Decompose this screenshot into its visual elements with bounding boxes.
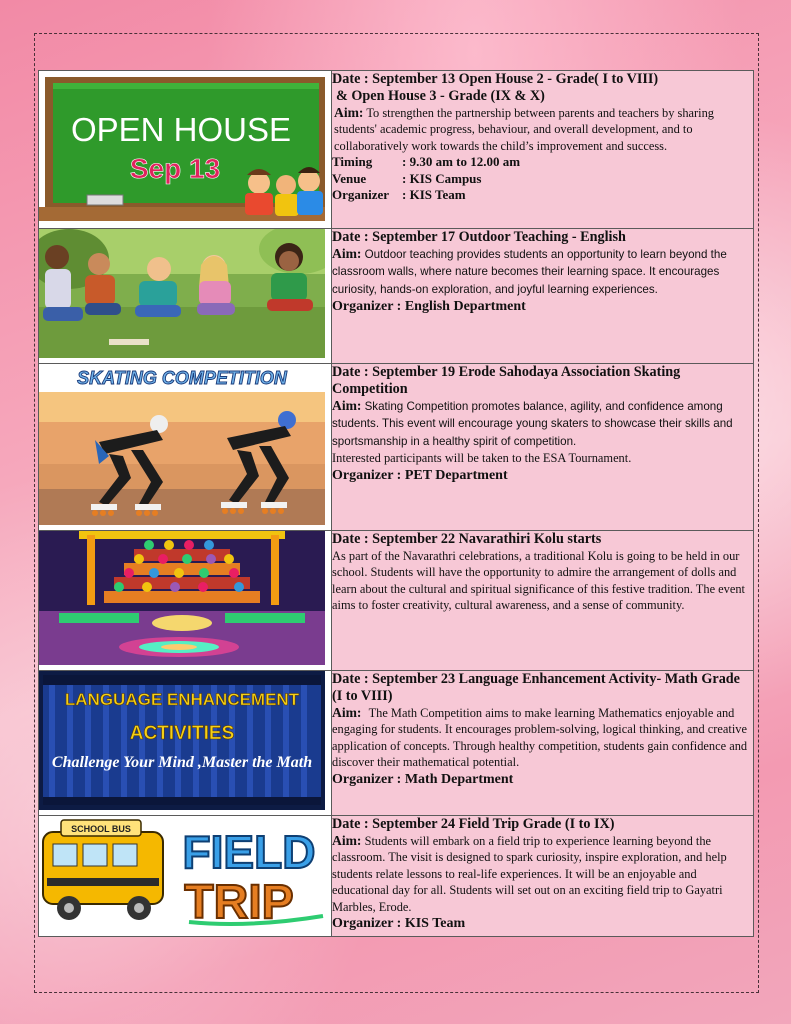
kolu-details xyxy=(332,531,754,671)
open-house-title-line2: & Open House 3 - Grade (IX & X) xyxy=(336,88,545,104)
kolu-image xyxy=(39,531,332,671)
venue-label: Venue xyxy=(332,170,367,186)
kolu-photo xyxy=(39,531,325,665)
event-row-outdoor-teaching xyxy=(39,229,754,364)
skating-image xyxy=(39,364,332,531)
outdoor-teaching-photo xyxy=(39,229,325,358)
open-house-image xyxy=(39,71,332,229)
field-trip-aim-label: Aim: xyxy=(332,833,362,848)
organizer-label: Organizer xyxy=(332,187,390,203)
language-enhancement-title: Date : September 23 Language Enhancement Activity- Math Grade (I to VIII) xyxy=(332,671,740,704)
kolu-body: As part of the Navarathri celebrations, a traditional Kolu is going to be held in our school. Students will have the opportunity to admire the arrangement of dolls and learn about the cultural and spiritual significance of this festive tradition. The event aims to foster creativity, cultural awareness, and a sense of community. xyxy=(332,549,746,613)
skating-illustration xyxy=(39,364,325,525)
event-row-skating xyxy=(39,364,754,531)
language-enhancement-details xyxy=(332,671,754,816)
event-row-navarathiri-kolu xyxy=(39,531,754,671)
open-house-details xyxy=(332,71,754,229)
open-house-heading: OPEN HOUSE xyxy=(70,111,292,148)
field-word: FIELD xyxy=(182,826,316,878)
outdoor-teaching-organizer: Organizer : English Department xyxy=(332,299,526,315)
skating-note: Interested participants will be taken to the ESA Tournament. xyxy=(332,451,632,466)
timing-label: Timing xyxy=(332,154,373,170)
outdoor-teaching-image xyxy=(39,229,332,364)
field-trip-details xyxy=(332,816,754,937)
language-enhancement-line2: ACTIVITIES xyxy=(129,723,235,744)
event-row-language-enhancement xyxy=(39,671,754,816)
event-row-open-house xyxy=(39,71,754,229)
skating-organizer: Organizer : PET Department xyxy=(332,467,508,483)
events-table xyxy=(38,70,754,937)
outdoor-teaching-details xyxy=(332,229,754,364)
skating-title: Date : September 19 Erode Sahodaya Association Skating Competition xyxy=(332,364,681,397)
event-row-field-trip xyxy=(39,816,754,937)
field-trip-aim-text: Students will embark on a field trip to experience learning beyond the classroom. The visit is designed to spark curiosity, inspire exploration, and help students relate lessons to real-life experiences. It will be an enjoyable and educational day for all. Students will set out on an exciting field trip to Gayatri Marbles, Erode. xyxy=(332,834,727,914)
outdoor-teaching-aim-text: Outdoor teaching provides students an opportunity to learn beyond the classroom walls, where nature becomes their learning space. It encourages curiosity, hands-on exploration, and joyful learning experiences. xyxy=(332,248,727,296)
language-enhancement-banner xyxy=(39,671,325,810)
skating-banner-text: SKATING COMPETITION xyxy=(77,368,287,388)
outdoor-teaching-title: Date : September 17 Outdoor Teaching - English xyxy=(332,229,626,245)
language-enhancement-aim-label: Aim: xyxy=(332,705,362,720)
outdoor-teaching-aim-label: Aim: xyxy=(332,246,362,261)
field-trip-title: Date : September 24 Field Trip Grade (I to IX) xyxy=(332,816,615,832)
open-house-illustration xyxy=(39,71,325,223)
open-house-aim-text: To strengthen the partnership between parents and teachers by sharing students' academic progress, behaviour, and overall development, and to collaboratively work towards the child’s improvement and success. xyxy=(334,106,714,153)
language-enhancement-organizer: Organizer : Math Department xyxy=(332,771,514,787)
skating-details xyxy=(332,364,754,531)
organizer-value: : KIS Team xyxy=(402,187,466,203)
skating-aim-label: Aim: xyxy=(332,398,362,413)
timing-value: : 9.30 am to 12.00 am xyxy=(402,154,521,170)
school-bus-sign: SCHOOL BUS xyxy=(71,824,131,834)
open-house-date-text: Sep 13 xyxy=(129,153,221,184)
trip-word: TRIP xyxy=(184,876,294,929)
open-house-title-line1: Date : September 13 Open House 2 - Grade( I to VIII) xyxy=(332,71,659,87)
field-trip-image xyxy=(39,816,332,937)
field-trip-organizer: Organizer : KIS Team xyxy=(332,916,466,932)
language-enhancement-line3: Challenge Your Mind ,Master the Math xyxy=(51,754,313,771)
field-trip-illustration xyxy=(39,816,325,931)
kolu-title: Date : September 22 Navarathiri Kolu starts xyxy=(332,531,602,547)
language-enhancement-aim-text: The Math Competition aims to make learning Mathematics enjoyable and engaging for students. It encourages problem-solving, logical thinking, and creative application of concepts. Through healthy competition, students gain confidence and discover their mathematical potential. xyxy=(332,706,748,770)
language-enhancement-image xyxy=(39,671,332,816)
language-enhancement-line1: LANGUAGE ENHANCEMENT xyxy=(64,690,300,709)
venue-value: : KIS Campus xyxy=(402,170,482,186)
skating-aim-text: Skating Competition promotes balance, agility, and confidence among students. This event will encourage young skaters to showcase their skills and sportsmanship in a healthy spirit of competition. xyxy=(332,400,733,448)
open-house-aim-label: Aim: xyxy=(334,105,364,120)
